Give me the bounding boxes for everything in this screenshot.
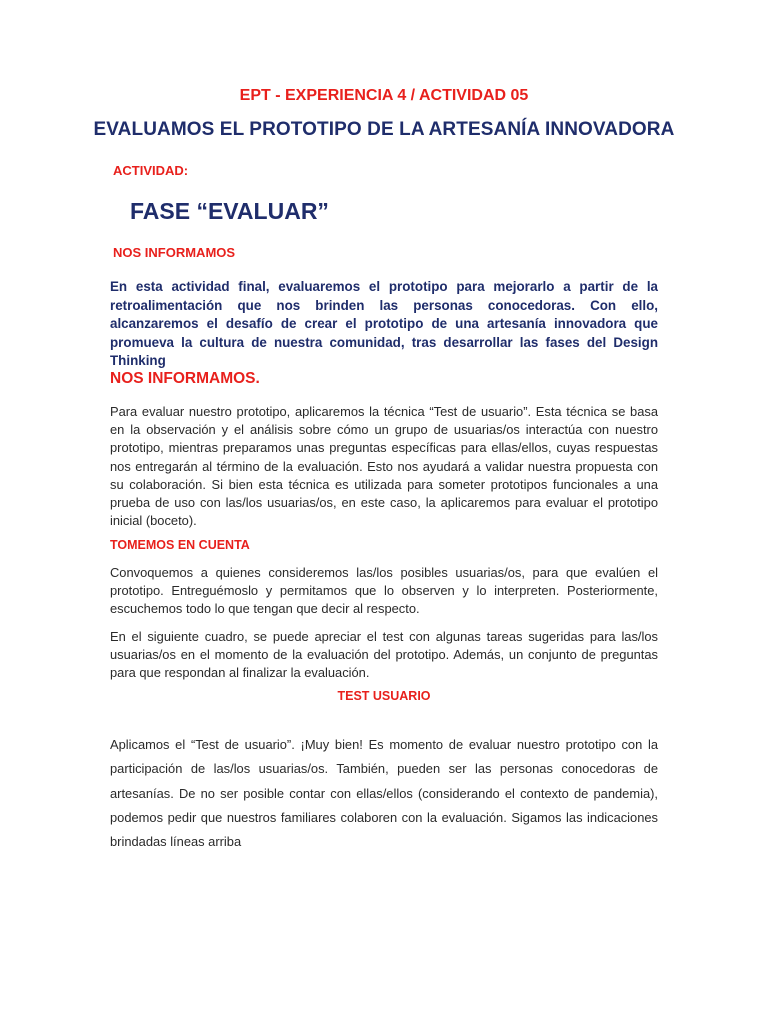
phase-title: FASE “EVALUAR”: [130, 198, 329, 224]
consider-paragraph-1: Convoquemos a quienes consideremos las/los posibles usuarias/os, para que evalúen el prototipo. Entreguémoslo y permitamos que lo observen y lo interpreten. Posteriormente, escuchemos todo lo que tengan que decir al respecto.: [110, 565, 658, 617]
activity-label: ACTIVIDAD:: [113, 163, 189, 178]
section-heading-tomemos-en-cuenta: TOMEMOS EN CUENTA: [110, 538, 250, 552]
section-heading-nos-informamos: NOS INFORMAMOS: [113, 245, 236, 260]
test-paragraph: Aplicamos el “Test de usuario”. ¡Muy bien! Es momento de evaluar nuestro prototipo con la participación de las/los usuarias/os. También, pueden ser las personas conocedoras de artesanías. De no ser posible contar con ellas/ellos (considerando el contexto de pandemia), podemos pedir que nuestros familiares colaboren con la evaluación. Sigamos las indicaciones brindadas líneas arriba: [110, 737, 658, 850]
info-paragraph: Para evaluar nuestro prototipo, aplicaremos la técnica “Test de usuario”. Esta técnica se basa en la observación y el análisis sobre cómo un grupo de usuarias/os interactúa con nuestro prototipo, mientras preparamos unas preguntas específicas para ellas/ellos, cuyas respuestas nos entregarán al término de la evaluación. Esto nos ayudará a validar nuestra propuesta con su colaboración. Si bien esta técnica es utilizada para someter prototipos funcionales a una prueba de uso con las/los usuarias/os, en este caso, la aplicaremos para evaluar el prototipo inicial (boceto).: [110, 404, 658, 529]
intro-paragraph: En esta actividad final, evaluaremos el prototipo para mejorarlo a partir de la retroalimentación que nos brinden las personas conocedoras. Con ello, alcanzaremos el desafío de crear el prototipo de una artesanía innovadora que promueva la cultura de nuestra comunidad, tras desarrollar las fases del Design Thinking: [110, 279, 658, 368]
section-heading-nos-informamos-2: NOS INFORMAMOS.: [110, 370, 260, 387]
consider-paragraph-2: En el siguiente cuadro, se puede apreciar el test con algunas tareas sugeridas para las/los usuarias/os en el momento de la evaluación del prototipo. Además, un conjunto de preguntas para que respondan al finalizar la evaluación.: [110, 629, 658, 681]
course-activity-line: EPT - EXPERIENCIA 4 / ACTIVIDAD 05: [239, 87, 529, 104]
section-heading-test-usuario: TEST USUARIO: [337, 689, 431, 703]
page-title: EVALUAMOS EL PROTOTIPO DE LA ARTESANÍA INNOVADORA: [93, 119, 675, 140]
